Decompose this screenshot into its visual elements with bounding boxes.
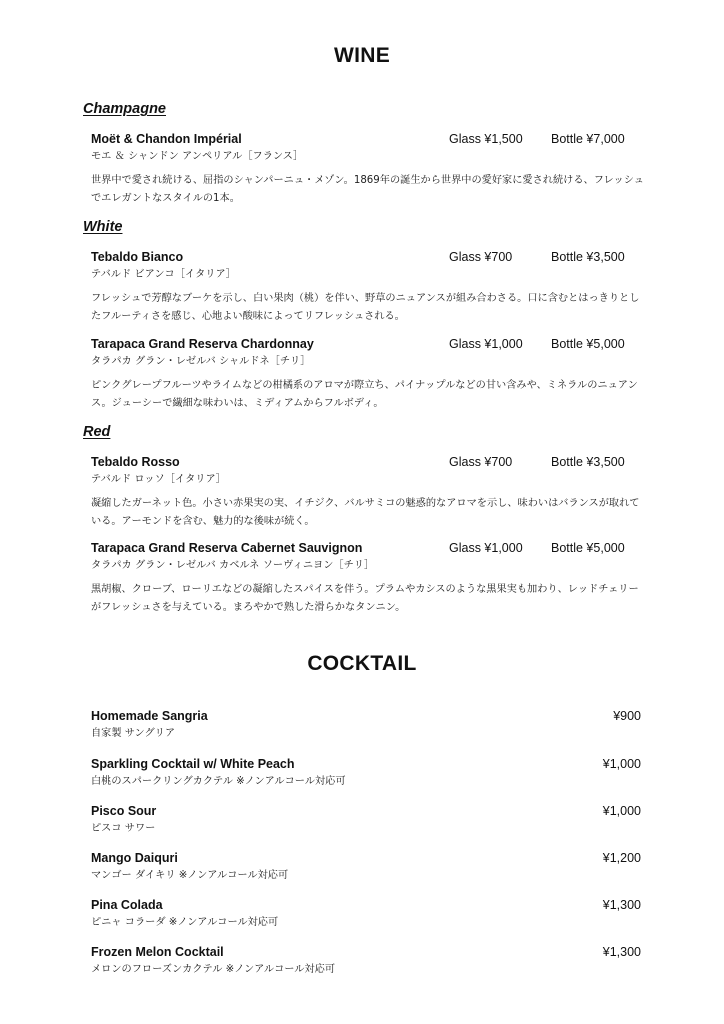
glass-price: Glass ¥1,500 [449,132,523,146]
glass-price: Glass ¥700 [449,455,513,469]
wine-section-title: WINE [333,44,391,67]
category-champagne: Champagne [83,101,166,117]
cocktail-name-jp: ピスコ サワー [91,823,156,834]
cocktail-price: ¥1,200 [602,851,641,865]
cocktail-name-jp: 白桃のスパークリングカクテル ※ノンアルコール対応可 [91,776,346,787]
cocktail-name: Mango Daiquri [91,851,178,865]
wine-item [91,455,651,531]
cocktail-price: ¥1,000 [602,757,641,771]
cocktail-item [91,804,651,836]
cocktail-item [91,945,651,977]
wine-item [91,541,651,617]
wine-description: ピンクグレープフルーツやライムなどの柑橘系のアロマが際立ち、パイナップルなどの甘い含みや、ミネラルのニュアンス。ジューシーで繊細な味わいは、ミディアムからフルボディ。 [91,380,638,409]
bottle-price: Bottle ¥3,500 [551,455,625,469]
wine-item [91,337,651,413]
wine-description: フレッシュで芳醇なブーケを示し、白い果肉（桃）を伴い、野草のニュアンスが組み合わさる。口に含むとはっきりとしたフルーティさを感じ、心地よい酸味によってリフレッシュされる。 [91,293,640,322]
cocktail-item [91,709,651,741]
wine-name: Tebaldo Bianco [91,250,184,264]
wine-description: 凝縮したガーネット色。小さい赤果実の実、イチジク、バルサミコの魅惑的なアロマを示し、味わいはバランスが取れている。アーモンドを含む、魅力的な後味が続く。 [91,498,640,527]
bottle-price: Bottle ¥7,000 [551,132,625,146]
bottle-price: Bottle ¥5,000 [551,541,625,555]
bottle-price: Bottle ¥5,000 [551,337,625,351]
category-red: Red [83,424,111,440]
wine-description: 世界中で愛され続ける、屈指のシャンパーニュ・メゾン。1869年の誕生から世界中の愛好家に愛され続ける、フレッシュでエレガントなスタイルの1本。 [91,175,644,204]
glass-price: Glass ¥1,000 [449,541,523,555]
wine-item [91,250,651,326]
cocktail-name-jp: マンゴー ダイキリ ※ノンアルコール対応可 [91,870,289,881]
wine-name-jp: テバルド ビアンコ［イタリア］ [91,269,236,280]
cocktail-item [91,851,651,883]
wine-name-jp: テバルド ロッソ［イタリア］ [91,474,226,485]
cocktail-price: ¥900 [613,709,641,723]
wine-name: Tebaldo Rosso [91,455,180,469]
cocktail-price: ¥1,000 [602,804,641,818]
glass-price: Glass ¥700 [449,250,513,264]
wine-name: Tarapaca Grand Reserva Chardonnay [91,337,314,351]
wine-name: Moët & Chandon Impérial [91,132,242,146]
cocktail-name: Homemade Sangria [91,709,208,723]
cocktail-name-jp: メロンのフローズンカクテル ※ノンアルコール対応可 [91,964,336,975]
category-white: White [83,219,123,235]
bottle-price: Bottle ¥3,500 [551,250,625,264]
cocktail-price: ¥1,300 [602,945,641,959]
wine-name-jp: モエ ＆ シャンドン アンペリアル［フランス］ [91,151,304,162]
glass-price: Glass ¥1,000 [449,337,523,351]
cocktail-item [91,757,651,789]
cocktail-name: Pisco Sour [91,804,157,818]
wine-item [91,132,651,208]
wine-name-jp: タラパカ グラン・レゼルバ カベルネ ソーヴィニヨン［チリ］ [91,560,375,571]
cocktail-name-jp: ピニャ コラーダ ※ノンアルコール対応可 [91,917,279,928]
wine-name: Tarapaca Grand Reserva Cabernet Sauvignon [91,541,363,555]
cocktail-name: Frozen Melon Cocktail [91,945,224,959]
cocktail-name: Pina Colada [91,898,163,912]
cocktail-section-title: COCKTAIL [307,652,417,675]
cocktail-name-jp: 自家製 サングリア [91,728,176,739]
wine-name-jp: タラパカ グラン・レゼルバ シャルドネ［チリ］ [91,356,311,367]
cocktail-price: ¥1,300 [602,898,641,912]
cocktail-name: Sparkling Cocktail w/ White Peach [91,757,295,771]
cocktail-item [91,898,651,930]
wine-description: 黒胡椒、クローブ、ローリエなどの凝縮したスパイスを伴う。プラムやカシスのような黒果実も加わり、レッドチェリーがフレッシュさを与えている。まろやかで熟した滑らかなタンニン。 [91,584,639,613]
